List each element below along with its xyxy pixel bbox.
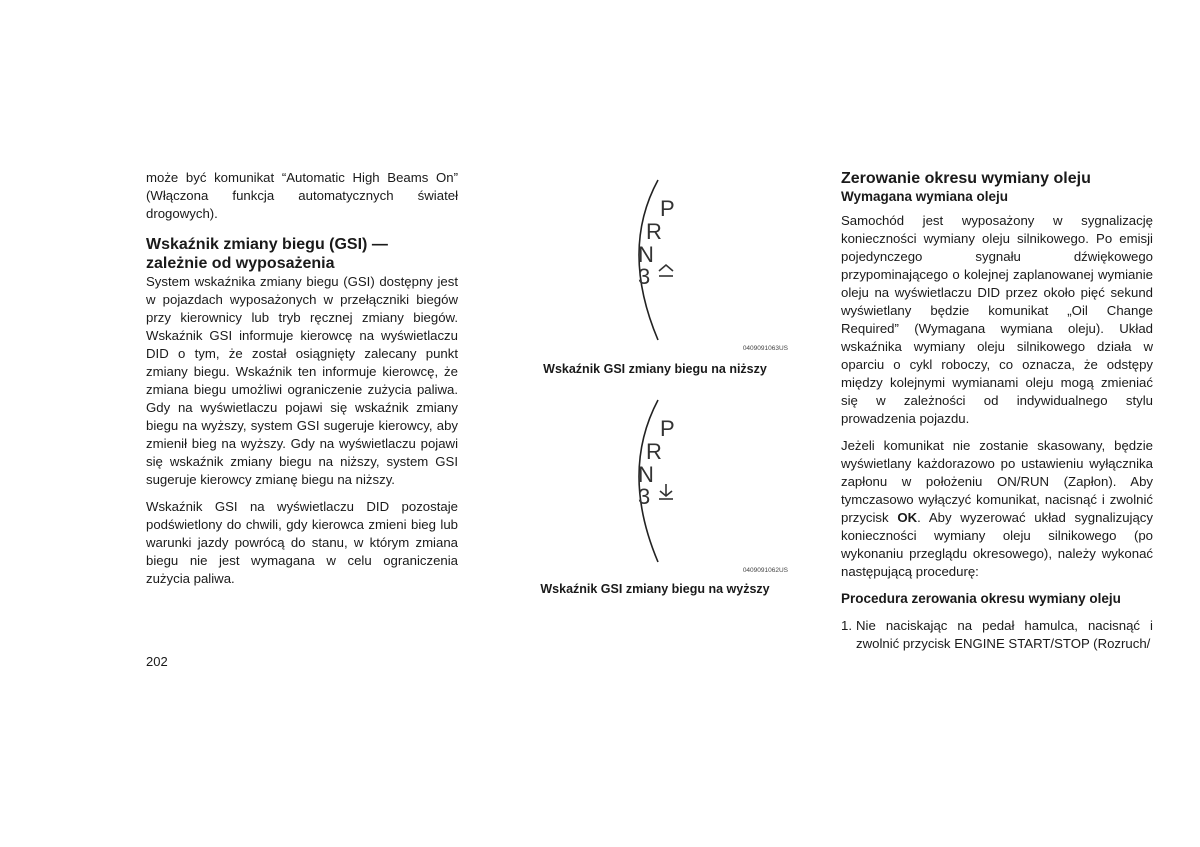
gsi-heading-line2: zależnie od wyposażenia xyxy=(146,255,335,272)
intro-paragraph: może być komunikat “Automatic High Beams On” (Włączona funkcja automatycznych świateł drogowych). xyxy=(146,170,458,221)
figures-column xyxy=(520,170,790,598)
figure-code: 0409091062US xyxy=(742,567,788,574)
step-number: 1. xyxy=(841,618,852,633)
downshift-chevron-icon xyxy=(659,265,673,276)
gear-p: P xyxy=(660,416,675,441)
downshift-gear-display-image xyxy=(520,170,790,348)
gsi-heading xyxy=(146,235,458,273)
step-text: Nie naciskając na pedał hamulca, nacisnąć i zwolnić przycisk ENGINE START/STOP (Rozruch/ xyxy=(856,618,1153,651)
oil-change-subheading: Wymagana wymiana oleju xyxy=(841,189,1009,204)
figure-code: 0409091063US xyxy=(742,345,788,352)
oil-paragraph-2-text-a: Jeżeli komunikat nie zostanie skasowany, będzie wyświetlany każdorazowo po ustawieniu wyłącznika zapłonu w położeniu ON/RUN (Zapłon). Aby tymczasowo wyłączyć komunikat, nacisnąć i zwolnić przycisk xyxy=(841,438,1153,525)
oil-paragraph-1: Samochód jest wyposażony w sygnalizację konieczności wymiany oleju silnikowego. Po emisji pojedynczego sygnału dźwiękowego przypominającego o kolejnej zaplanowanej wymianie oleju na wyświetlaczu DID przez około pięć sekund wyświetlany będzie komunikat „Oil Change Required” (Wymagana wymiana oleju). Układ wskaźnika wymiany oleju silnikowego działa w oparciu o cykl roboczy, co oznacza, że odstępy między kolejnymi wymianami oleju mogą zmieniać się w zależności od indywidualnego stylu prowadzenia pojazdu. xyxy=(841,213,1153,426)
gear-p: P xyxy=(660,196,675,221)
procedure-heading: Procedura zerowania okresu wymiany oleju xyxy=(841,591,1121,606)
oil-paragraph-2-text-b: . Aby wyzerować układ sygnalizujący konieczności wymiany oleju silnikowego (po wykonaniu przeglądu okresowego), należy wykonać następującą procedurę: xyxy=(841,510,1153,579)
figure-caption-downshift: Wskaźnik GSI zmiany biegu na niższy xyxy=(543,362,767,376)
upshift-arrow-icon xyxy=(659,484,673,499)
gear-r: R xyxy=(646,439,662,464)
right-column xyxy=(841,169,1153,653)
gsi-paragraph-2: Wskaźnik GSI na wyświetlaczu DID pozostaje podświetlony do chwili, gdy kierowca zmieni bieg lub warunki jazdy powrócą do stanu, w którym zmiana biegu nie jest wymagana w celu ograniczenia zużycia paliwa. xyxy=(146,499,458,586)
upshift-gear-display-image xyxy=(520,392,790,568)
oil-reset-heading: Zerowanie okresu wymiany oleju xyxy=(841,170,1091,187)
gear-r: R xyxy=(646,219,662,244)
procedure-list xyxy=(841,617,1153,653)
ok-button-label: OK xyxy=(897,510,918,525)
gear-3: 3 xyxy=(638,484,651,509)
oil-paragraph-2 xyxy=(841,437,1153,581)
gear-n: N xyxy=(638,242,654,267)
left-column xyxy=(146,169,458,597)
gsi-heading-line1: Wskaźnik zmiany biegu (GSI) — xyxy=(146,236,388,253)
gear-n: N xyxy=(638,462,654,487)
page-number: 202 xyxy=(146,654,168,669)
figure-caption-upshift: Wskaźnik GSI zmiany biegu na wyższy xyxy=(540,582,770,596)
figure-downshift xyxy=(520,170,790,350)
gsi-paragraph-1: System wskaźnika zmiany biegu (GSI) dostępny jest w pojazdach wyposażonych w przełączniki biegów przy kierownicy lub tryb ręcznej zmiany biegów. Wskaźnik GSI informuje kierowcę na wyświetlaczu DID o tym, że został osiągnięty zalecany punkt zmiany biegu. Wskaźnik ten informuje kierowcę, że zmiana biegu umożliwi ograniczenie zużycia paliwa. Gdy na wyświetlaczu pojawi się wskaźnik zmiany biegu na wyższy, system GSI sugeruje kierowcy, aby zmienił bieg na wyższy. Gdy na wyświetlaczu pojawi się wskaźnik zmiany biegu na niższy, system GSI sugeruje kierowcy zmianę biegu na niższy. xyxy=(146,274,458,487)
gear-3: 3 xyxy=(638,264,651,289)
figure-upshift xyxy=(520,392,790,574)
procedure-step xyxy=(841,617,1153,653)
